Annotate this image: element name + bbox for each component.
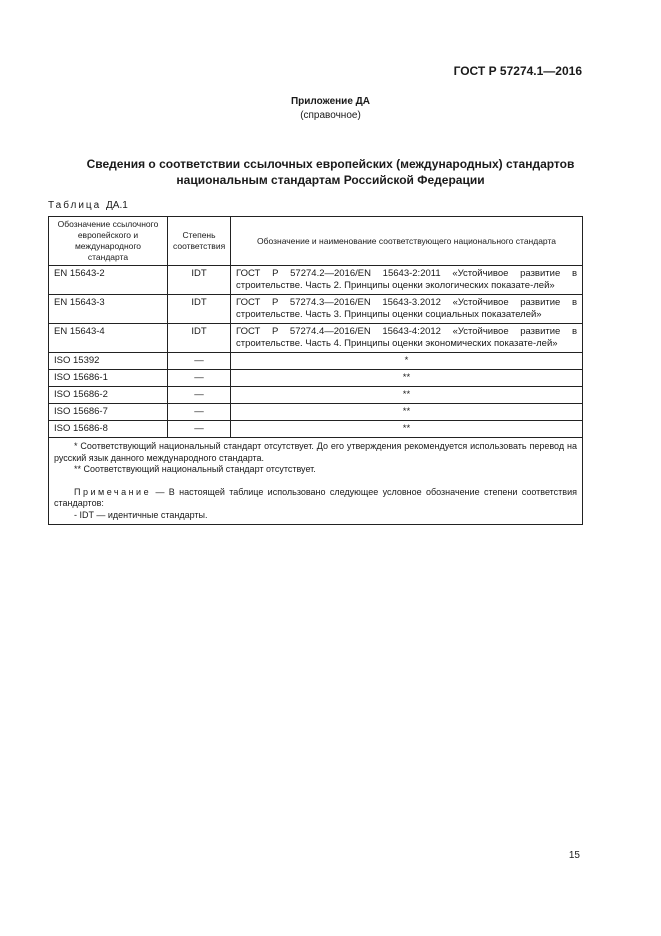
header-ref-standard: Обозначение ссылочного европейского и международного стандарта xyxy=(49,217,168,266)
cell-national: ГОСТ Р 57274.2—2016/EN 15643-2:2011 «Устойчивое развитие в строительстве. Часть 2. Принципы оценки экологических показате-лей» xyxy=(231,266,583,295)
cell-degree: — xyxy=(168,370,231,387)
appendix-subtitle: (справочное) xyxy=(300,110,361,121)
cell-national: ** xyxy=(231,404,583,421)
cell-national: ГОСТ Р 57274.3—2016/EN 15643-3.2012 «Устойчивое развитие в строительстве. Часть 3. Принципы оценки социальных показателей» xyxy=(231,295,583,324)
table-row xyxy=(49,324,583,353)
appendix-title: Приложение ДА xyxy=(290,96,371,107)
cell-ref: EN 15643-3 xyxy=(49,295,168,324)
cell-national: ** xyxy=(231,387,583,404)
cell-degree: — xyxy=(168,387,231,404)
page-number: 15 xyxy=(568,850,580,861)
correspondence-table xyxy=(48,216,583,525)
cell-ref: ISO 15686-8 xyxy=(49,421,168,438)
note-label: Примечание xyxy=(74,486,152,497)
footnote-1: * Соответствующий национальный стандарт отсутствует. До его утверждения рекомендуется использовать перевод на русский язык данного международного стандарта. xyxy=(54,441,577,463)
table-caption xyxy=(48,200,128,211)
cell-degree: IDT xyxy=(168,295,231,324)
table-footnotes xyxy=(49,438,583,525)
table-row xyxy=(49,421,583,438)
cell-ref: ISO 15392 xyxy=(49,353,168,370)
cell-national: * xyxy=(231,353,583,370)
cell-national: ** xyxy=(231,421,583,438)
document-code: ГОСТ Р 57274.1—2016 xyxy=(453,64,582,78)
table-header-row xyxy=(49,217,583,266)
cell-degree: — xyxy=(168,421,231,438)
cell-degree: — xyxy=(168,353,231,370)
section-title-line1: Сведения о соответствии ссылочных европейских (международных) стандартов xyxy=(86,157,575,171)
cell-ref: EN 15643-4 xyxy=(49,324,168,353)
table-row xyxy=(49,370,583,387)
cell-degree: IDT xyxy=(168,324,231,353)
header-degree: Степень соответствия xyxy=(168,217,231,266)
table-row xyxy=(49,353,583,370)
cell-ref: ISO 15686-7 xyxy=(49,404,168,421)
section-title-line2: национальным стандартам Российской Федерации xyxy=(176,173,485,187)
table-row xyxy=(49,295,583,324)
cell-ref: ISO 15686-2 xyxy=(49,387,168,404)
header-national-standard: Обозначение и наименование соответствующего национального стандарта xyxy=(231,217,583,266)
footnote-2: ** Соответствующий национальный стандарт отсутствует. xyxy=(74,464,316,474)
cell-national: ГОСТ Р 57274.4—2016/EN 15643-4:2012 «Устойчивое развитие в строительстве. Часть 4. Принципы оценки экономических показате-лей» xyxy=(231,324,583,353)
note-text: — В настоящей таблице использовано следующее условное обозначение степени соответствия стандартов: xyxy=(54,486,577,508)
table-caption-number: ДА.1 xyxy=(106,200,128,211)
cell-ref: EN 15643-2 xyxy=(49,266,168,295)
table-row xyxy=(49,404,583,421)
cell-national: ** xyxy=(231,370,583,387)
note-item: - IDT — идентичные стандарты. xyxy=(74,509,208,520)
table-caption-word: Таблица xyxy=(48,200,102,211)
cell-degree: — xyxy=(168,404,231,421)
cell-ref: ISO 15686-1 xyxy=(49,370,168,387)
section-title xyxy=(0,156,661,188)
cell-degree: IDT xyxy=(168,266,231,295)
appendix-heading xyxy=(0,95,661,123)
table-row xyxy=(49,387,583,404)
table-row xyxy=(49,266,583,295)
table-footnotes-row xyxy=(49,438,583,525)
table-note xyxy=(54,487,577,510)
